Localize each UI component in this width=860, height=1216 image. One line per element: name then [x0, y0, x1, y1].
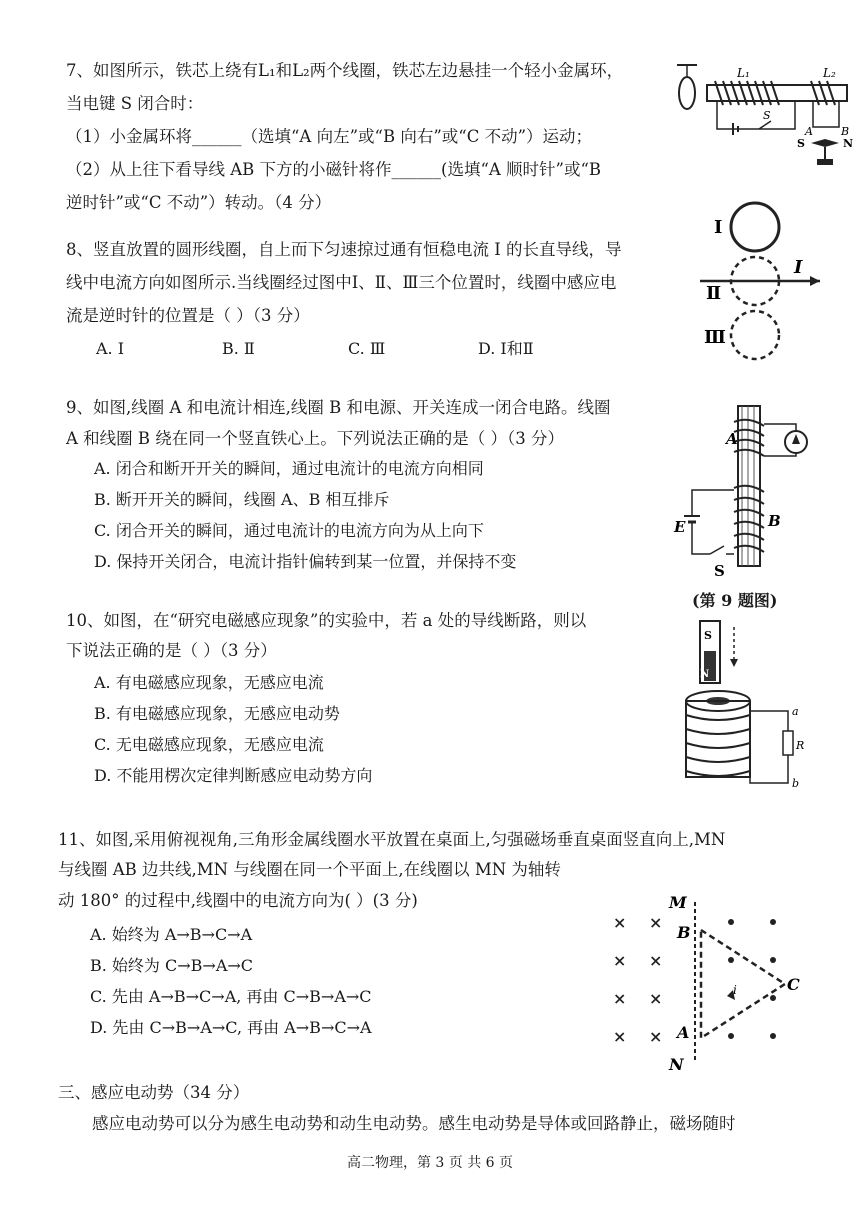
q9-line1: 9、如图,线圈 A 和电流计相连,线圈 B 和电源、开关连成一闭合电路。线圈	[66, 398, 611, 417]
q9-two-coil-figure	[670, 400, 830, 580]
q10-line1: 10、如图，在“研究电磁感应现象”的实验中，若 a 处的导线断路，则以	[66, 611, 587, 630]
q8-coil-positions-figure	[700, 195, 830, 365]
q8-option-c: C. Ⅲ	[348, 339, 386, 358]
label-needle-s: S	[797, 137, 805, 150]
label-a: A	[677, 1023, 690, 1042]
coil-position-3	[731, 311, 779, 359]
compass-needle-icon	[811, 139, 839, 147]
q8-option-d: D. Ⅰ和Ⅱ	[478, 339, 534, 358]
current-arrow-icon	[810, 276, 820, 286]
q9-option-a: A. 闭合和断开开关的瞬间，通过电流计的电流方向相同	[94, 459, 484, 478]
label-magnet-s: S	[704, 629, 712, 642]
q8-line2: 线中电流方向如图所示.当线圈经过图中Ⅰ、Ⅱ、Ⅲ三个位置时，线圈中感应电	[66, 273, 617, 292]
label-b: b	[792, 777, 800, 790]
svg-text:×: ×	[649, 1027, 663, 1046]
coil-position-1	[731, 203, 779, 251]
q10-option-d: D. 不能用楞次定律判断感应电动势方向	[94, 766, 373, 785]
metal-ring-icon	[679, 77, 695, 109]
q8-option-a: A. Ⅰ	[96, 339, 125, 358]
q8-line3: 流是逆时针的位置是（ ）（3 分）	[66, 306, 310, 325]
solenoid-coil	[686, 701, 750, 777]
label-r: R	[796, 739, 805, 752]
label-current: I	[794, 257, 803, 278]
q9-option-c: C. 闭合开关的瞬间，通过电流计的电流方向为从上向下	[94, 521, 484, 540]
label-magnet-n: N	[700, 669, 710, 680]
label-l2: L₂	[823, 66, 836, 80]
switch-icon	[710, 546, 724, 554]
field-out-of-page-marks	[728, 919, 776, 1039]
q11-option-b: B. 始终为 C→B→A→C	[90, 956, 254, 975]
label-coil-a: A	[726, 430, 738, 448]
label-needle-n: N	[843, 137, 854, 150]
svg-text:×: ×	[613, 951, 627, 970]
q10-option-a: A. 有电磁感应现象，无感应电流	[94, 673, 324, 692]
page-footer: 高二物理，第 3 页 共 6 页	[346, 1155, 514, 1171]
section-3-heading: 三、感应电动势（34 分）	[58, 1083, 250, 1102]
triangle-coil	[701, 930, 785, 1038]
q11-option-a: A. 始终为 A→B→C→A	[90, 925, 253, 944]
q9-option-d: D. 保持开关闭合，电流计指针偏转到某一位置，并保持不变	[94, 552, 517, 571]
q11-triangle-coil-figure	[605, 890, 815, 1080]
switch-icon	[759, 121, 771, 129]
section-3-line1: 感应电动势可以分为感生电动势和动生电动势。感生电动势是导体或回路静止，磁场随时	[92, 1114, 736, 1133]
label-coil-b: B	[768, 512, 781, 530]
label-c: C	[787, 975, 800, 994]
q11-line2: 与线圈 AB 边共线,MN 与线圈在同一个平面上,在线圈以 MN 为轴转	[58, 860, 561, 879]
label-battery-e: E	[674, 518, 686, 536]
q11-option-d: D. 先由 C→B→A→C, 再由 A→B→C→A	[90, 1018, 372, 1037]
q11-line3: 动 180° 的过程中,线圈中的电流方向为( ）(3 分)	[58, 891, 418, 910]
label-position-2: Ⅱ	[706, 283, 722, 304]
q11-option-c: C. 先由 A→B→C→A, 再由 C→B→A→C	[90, 987, 372, 1006]
svg-text:×: ×	[649, 989, 663, 1008]
q8-option-b: B. Ⅱ	[222, 339, 255, 358]
q10-option-c: C. 无电磁感应现象，无感应电流	[94, 735, 324, 754]
svg-text:×: ×	[649, 951, 663, 970]
label-position-3: Ⅲ	[704, 327, 726, 348]
label-b: B	[841, 125, 850, 138]
q9-option-b: B. 断开开关的瞬间，线圈 A、B 相互排斥	[94, 490, 390, 509]
label-a: a	[792, 705, 799, 718]
q7-line5: 逆时针”或“C 不动”）转动。（4 分）	[66, 193, 332, 212]
q7-core-coil-figure	[675, 55, 855, 175]
svg-text:×: ×	[649, 913, 663, 932]
q10-line2: 下说法正确的是（ ）（3 分）	[66, 641, 277, 660]
label-current-i: i	[733, 983, 737, 997]
label-position-1: Ⅰ	[714, 217, 723, 238]
label-l1: L₁	[737, 66, 750, 80]
q8-line1: 8、竖直放置的圆形线圈，自上而下匀速掠过通有恒稳电流 I 的长直导线，导	[66, 240, 622, 259]
label-b: B	[677, 923, 691, 942]
svg-text:×: ×	[613, 1027, 627, 1046]
label-switch: S	[763, 109, 771, 122]
q7-line4: （2）从上往下看导线 AB 下方的小磁针将作______(选填“A 顺时针”或“B	[66, 160, 602, 179]
q10-magnet-coil-figure	[676, 615, 826, 795]
q9-figure-caption: (第 9 题图)	[692, 591, 778, 610]
svg-text:×: ×	[613, 989, 627, 1008]
q10-option-b: B. 有电磁感应现象，无感应电动势	[94, 704, 340, 723]
label-switch-s: S	[714, 562, 725, 580]
label-a: A	[805, 125, 813, 138]
q9-line2: A 和线圈 B 绕在同一个竖直铁心上。下列说法正确的是（ ）（3 分）	[66, 429, 565, 448]
q7-line1: 7、如图所示，铁芯上绕有L₁和L₂两个线圈，铁芯左边悬挂一个轻小金属环，	[66, 61, 624, 80]
q7-line3: （1）小金属环将______（选填“A 向左”或“B 向右”或“C 不动”）运动；	[66, 127, 593, 146]
svg-text:×: ×	[613, 913, 627, 932]
label-n: N	[669, 1055, 684, 1074]
q11-line1: 11、如图,采用俯视视角,三角形金属线圈水平放置在桌面上,匀强磁场垂直桌面竖直向上,MN	[58, 830, 726, 849]
field-into-page-marks	[613, 913, 662, 1046]
resistor-icon	[783, 731, 793, 755]
q7-line2: 当电键 S 闭合时：	[66, 94, 204, 113]
label-m: M	[669, 893, 687, 912]
